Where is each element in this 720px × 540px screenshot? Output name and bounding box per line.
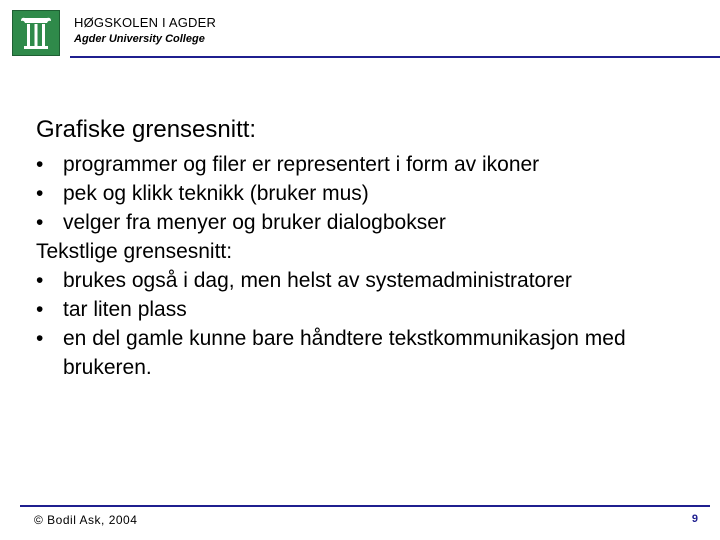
footer-divider xyxy=(20,505,710,507)
bullet: • xyxy=(36,211,44,234)
bullet: • xyxy=(36,153,44,176)
bullet-text: tar liten plass xyxy=(63,298,187,321)
bullet-text: programmer og filer er representert i form av ikoner xyxy=(63,153,540,176)
section-heading: Tekstlige grensesnitt: xyxy=(36,240,233,263)
bullet: • xyxy=(36,327,44,350)
bullet: • xyxy=(36,182,44,205)
institution-name: HØGSKOLEN I AGDER xyxy=(74,15,217,30)
institution-subtitle: Agder University College xyxy=(74,33,205,45)
copyright-text: © Bodil Ask, 2004 xyxy=(34,513,138,527)
bullet-text: brukes også i dag, men helst av systemadministratorer xyxy=(63,269,572,292)
slide-content xyxy=(36,150,696,382)
slide-title: Grafiske grensesnitt: xyxy=(36,116,257,143)
list-item xyxy=(36,295,696,324)
header-divider xyxy=(70,56,720,58)
bullet-text: en del gamle kunne bare håndtere tekstkommunikasjon med brukeren. xyxy=(63,327,626,379)
list-item xyxy=(36,208,696,237)
column-pillar-icon xyxy=(12,10,60,56)
bullet-text: pek og klikk teknikk (bruker mus) xyxy=(63,182,369,205)
list-item xyxy=(36,179,696,208)
bullet: • xyxy=(36,269,44,292)
list-item xyxy=(36,324,696,382)
list-item xyxy=(36,266,696,295)
list-item xyxy=(36,150,696,179)
bullet: • xyxy=(36,298,44,321)
bullet-text: velger fra menyer og bruker dialogbokser xyxy=(63,211,446,234)
page-number: 9 xyxy=(691,513,698,525)
